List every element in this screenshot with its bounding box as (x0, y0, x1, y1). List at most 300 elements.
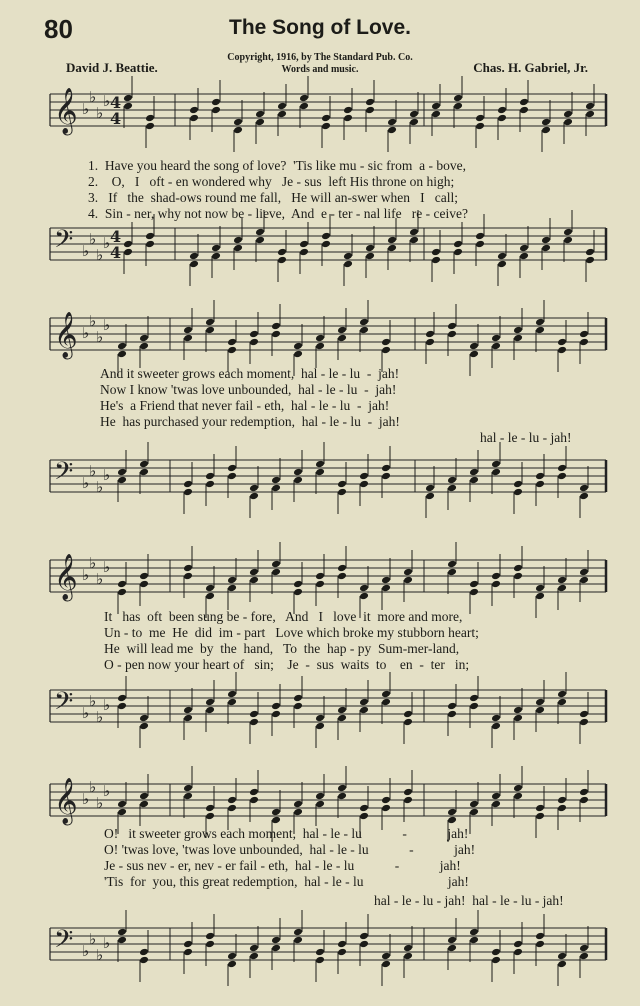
note-head (365, 98, 375, 107)
bass-clef-icon: 𝄢 (54, 457, 74, 492)
note-head (513, 488, 523, 497)
note-head (409, 110, 419, 119)
note-head (315, 714, 325, 723)
note-head (139, 468, 149, 477)
note-head (211, 98, 221, 107)
note-head (491, 580, 501, 589)
note-head (271, 330, 281, 339)
note-head (205, 706, 215, 715)
chorus-lyrics (104, 826, 475, 890)
note-head (409, 228, 419, 237)
note-head (211, 252, 221, 261)
note-head (491, 800, 501, 809)
note-head (205, 804, 215, 813)
note-head (271, 568, 281, 577)
note-head (387, 244, 397, 253)
treble-staff (0, 554, 640, 604)
flat-sign-icon: ♭ (96, 328, 104, 346)
hymn-title: The Song of Love. (229, 16, 411, 39)
note-head (227, 952, 237, 961)
flat-sign-icon: ♭ (82, 942, 90, 960)
note-head (563, 236, 573, 245)
note-head (315, 948, 325, 957)
note-head (557, 464, 567, 473)
note-head (381, 698, 391, 707)
note-head (183, 792, 193, 801)
note-head (365, 106, 375, 115)
lyric-line: 1. Have you heard the song of love? 'Tis like mu - sic from a - bove, (88, 158, 466, 173)
note-head (469, 342, 479, 351)
bass-lyric-line: hal - le - lu - jah! hal - le - lu - jah! (374, 893, 564, 908)
note-head (403, 796, 413, 805)
note-head (183, 948, 193, 957)
flat-sign-icon: ♭ (103, 466, 111, 484)
note-head (117, 800, 127, 809)
note-head (117, 808, 127, 817)
bass-clef-icon: 𝄢 (54, 925, 74, 960)
note-head (469, 588, 479, 597)
note-head (117, 476, 127, 485)
note-head (475, 232, 485, 241)
note-head (359, 584, 369, 593)
flat-sign-icon: ♭ (82, 100, 90, 118)
note-head (145, 114, 155, 123)
note-head (469, 936, 479, 945)
note-head (469, 350, 479, 359)
note-head (403, 576, 413, 585)
note-head (563, 110, 573, 119)
note-head (387, 236, 397, 245)
note-head (409, 236, 419, 245)
note-head (513, 706, 523, 715)
flat-sign-icon: ♭ (103, 92, 111, 110)
note-head (513, 334, 523, 343)
note-head (315, 800, 325, 809)
flat-sign-icon: ♭ (89, 692, 97, 710)
lyric-line: He will lead me by the hand, To the hap - py Sum-mer-land, (104, 641, 460, 656)
note-head (359, 318, 369, 327)
note-head (585, 256, 595, 265)
bass-clef-icon: 𝄢 (54, 687, 74, 722)
note-head (227, 804, 237, 813)
note-head (557, 952, 567, 961)
note-head (469, 694, 479, 703)
note-head (337, 564, 347, 573)
time-signature: 4 (110, 93, 122, 112)
note-head (381, 464, 391, 473)
flat-sign-icon: ♭ (89, 88, 97, 106)
note-head (431, 102, 441, 111)
note-head (585, 110, 595, 119)
note-head (563, 228, 573, 237)
lyric-line: He's a Friend that never fail - eth, hal - le - lu - jah! (100, 398, 390, 413)
note-head (189, 260, 199, 269)
note-head (579, 576, 589, 585)
note-head (189, 106, 199, 115)
note-head (381, 804, 391, 813)
note-head (475, 240, 485, 249)
note-head (205, 592, 215, 601)
note-head (227, 960, 237, 969)
flat-sign-icon: ♭ (96, 246, 104, 264)
lyric-line: O! 'twas love, 'twas love unbounded, hal - le - lu - jah! (104, 842, 476, 857)
note-head (293, 928, 303, 937)
note-head (579, 710, 589, 719)
note-head (117, 702, 127, 711)
note-head (579, 796, 589, 805)
flat-sign-icon: ♭ (96, 708, 104, 726)
note-head (321, 240, 331, 249)
note-head (277, 110, 287, 119)
note-head (271, 808, 281, 817)
note-head (535, 592, 545, 601)
note-head (337, 326, 347, 335)
note-head (541, 236, 551, 245)
note-head (541, 244, 551, 253)
note-head (123, 240, 133, 249)
note-head (255, 118, 265, 127)
note-head (491, 722, 501, 731)
note-head (299, 248, 309, 257)
note-head (249, 338, 259, 347)
note-head (359, 940, 369, 949)
note-head (359, 804, 369, 813)
note-head (227, 472, 237, 481)
note-head (139, 792, 149, 801)
verse-lyrics (104, 609, 479, 673)
note-head (585, 102, 595, 111)
note-head (475, 122, 485, 131)
note-head (557, 690, 567, 699)
note-head (425, 484, 435, 493)
note-head (249, 576, 259, 585)
bass-staff (0, 454, 640, 504)
note-head (491, 460, 501, 469)
note-head (139, 714, 149, 723)
lyric-line: 'Tis for you, this great redemption, hal - le - lu jah! (104, 874, 469, 889)
note-head (557, 796, 567, 805)
note-head (497, 106, 507, 115)
flat-sign-icon: ♭ (82, 324, 90, 342)
note-head (139, 580, 149, 589)
note-head (249, 796, 259, 805)
note-head (343, 106, 353, 115)
lyric-line: It has oft been sung be - fore, And I love it more and more, (104, 609, 463, 624)
treble-clef-icon: 𝄞 (54, 88, 78, 134)
note-head (469, 808, 479, 817)
note-head (271, 702, 281, 711)
note-head (255, 236, 265, 245)
note-head (249, 484, 259, 493)
treble-clef-icon: 𝄞 (54, 312, 78, 358)
note-head (139, 334, 149, 343)
note-head (359, 472, 369, 481)
note-head (359, 812, 369, 821)
note-head (431, 256, 441, 265)
note-head (535, 472, 545, 481)
note-head (579, 718, 589, 727)
note-head (497, 114, 507, 123)
note-head (145, 240, 155, 249)
note-head (321, 122, 331, 131)
note-head (403, 788, 413, 797)
note-head (381, 472, 391, 481)
bass-lyric-line: hal - le - lu - jah! (480, 430, 572, 445)
note-head (117, 588, 127, 597)
note-head (579, 952, 589, 961)
note-head (255, 228, 265, 237)
note-head (337, 948, 347, 957)
note-head (359, 480, 369, 489)
note-head (293, 342, 303, 351)
note-head (117, 468, 127, 477)
treble-staff (0, 778, 640, 828)
note-head (491, 714, 501, 723)
note-head (315, 792, 325, 801)
note-head (579, 568, 589, 577)
note-head (557, 584, 567, 593)
note-head (145, 232, 155, 241)
flat-sign-icon: ♭ (96, 794, 104, 812)
note-head (387, 126, 397, 135)
note-head (585, 248, 595, 257)
note-head (579, 492, 589, 501)
lyric-line: O! it sweeter grows each moment, hal - le - lu - jah! (104, 826, 469, 841)
note-head (513, 784, 523, 793)
note-head (183, 784, 193, 793)
note-head (227, 690, 237, 699)
note-head (277, 248, 287, 257)
note-head (227, 576, 237, 585)
note-head (315, 342, 325, 351)
note-head (205, 698, 215, 707)
note-head (183, 940, 193, 949)
note-head (117, 936, 127, 945)
flat-sign-icon: ♭ (96, 946, 104, 964)
note-head (513, 572, 523, 581)
note-head (293, 350, 303, 359)
bass-staff (0, 222, 640, 272)
note-head (491, 468, 501, 477)
lyric-line: O - pen now your heart of sin; Je - sus waits to en - ter in; (104, 657, 470, 672)
note-head (315, 468, 325, 477)
lyric-line: He has purchased your redemption, hal - le - lu - jah! (100, 414, 400, 429)
note-head (249, 330, 259, 339)
note-head (469, 800, 479, 809)
flat-sign-icon: ♭ (103, 234, 111, 252)
flat-sign-icon: ♭ (103, 782, 111, 800)
note-head (579, 484, 589, 493)
note-head (123, 248, 133, 257)
note-head (453, 240, 463, 249)
note-head (277, 102, 287, 111)
author-credit: David J. Beattie. (66, 60, 158, 75)
note-head (271, 936, 281, 945)
note-head (145, 122, 155, 131)
note-head (293, 936, 303, 945)
note-head (227, 346, 237, 355)
treble-clef-icon: 𝄞 (54, 554, 78, 600)
note-head (233, 244, 243, 253)
note-head (453, 248, 463, 257)
note-head (453, 102, 463, 111)
bass-staff (0, 684, 640, 734)
flat-sign-icon: ♭ (89, 778, 97, 796)
flat-sign-icon: ♭ (89, 230, 97, 248)
note-head (315, 956, 325, 965)
note-head (447, 702, 457, 711)
note-head (557, 804, 567, 813)
note-head (519, 252, 529, 261)
note-head (497, 252, 507, 261)
note-head (365, 244, 375, 253)
note-head (233, 126, 243, 135)
note-head (183, 488, 193, 497)
note-head (491, 956, 501, 965)
note-head (513, 940, 523, 949)
note-head (343, 260, 353, 269)
note-head (359, 326, 369, 335)
composer-credit: Chas. H. Gabriel, Jr. (473, 60, 588, 75)
note-head (469, 928, 479, 937)
flat-sign-icon: ♭ (103, 696, 111, 714)
note-head (293, 476, 303, 485)
note-head (117, 694, 127, 703)
note-head (365, 252, 375, 261)
treble-staff (0, 312, 640, 362)
note-head (381, 796, 391, 805)
note-head (117, 350, 127, 359)
note-head (579, 944, 589, 953)
note-head (557, 338, 567, 347)
note-head (387, 118, 397, 127)
note-head (315, 580, 325, 589)
note-head (381, 690, 391, 699)
note-head (403, 568, 413, 577)
chorus-lyrics (100, 366, 400, 430)
note-head (535, 804, 545, 813)
note-head (249, 718, 259, 727)
note-head (123, 102, 133, 111)
note-head (293, 702, 303, 711)
note-head (315, 460, 325, 469)
note-head (579, 330, 589, 339)
note-head (343, 114, 353, 123)
lyric-line: 4. Sin - ner, why not now be - lieve, And e - ter - nal life re - ceive? (88, 206, 468, 221)
note-head (403, 952, 413, 961)
note-head (293, 800, 303, 809)
verse-lyrics (88, 158, 468, 222)
note-head (431, 248, 441, 257)
note-head (233, 118, 243, 127)
note-head (535, 480, 545, 489)
note-head (293, 580, 303, 589)
time-signature: 4 (110, 243, 122, 262)
note-head (227, 464, 237, 473)
note-head (535, 932, 545, 941)
note-head (535, 706, 545, 715)
note-head (337, 334, 347, 343)
flat-sign-icon: ♭ (82, 242, 90, 260)
note-head (293, 588, 303, 597)
note-head (513, 948, 523, 957)
flat-sign-icon: ♭ (96, 478, 104, 496)
note-head (557, 472, 567, 481)
note-head (139, 956, 149, 965)
note-head (315, 572, 325, 581)
note-head (299, 94, 309, 103)
note-head (519, 244, 529, 253)
note-head (535, 326, 545, 335)
flat-sign-icon: ♭ (103, 558, 111, 576)
note-head (579, 338, 589, 347)
flat-sign-icon: ♭ (96, 104, 104, 122)
note-head (491, 948, 501, 957)
note-head (535, 698, 545, 707)
note-head (447, 816, 457, 825)
note-head (271, 816, 281, 825)
note-head (447, 710, 457, 719)
note-head (519, 106, 529, 115)
lyric-line: Je - sus nev - er, nev - er fail - eth, hal - le - lu - jah! (104, 858, 461, 873)
note-head (271, 484, 281, 493)
note-head (513, 564, 523, 573)
note-head (183, 480, 193, 489)
note-head (381, 338, 391, 347)
note-head (403, 710, 413, 719)
note-head (139, 572, 149, 581)
note-head (513, 714, 523, 723)
note-head (447, 322, 457, 331)
note-head (381, 960, 391, 969)
note-head (205, 480, 215, 489)
note-head (189, 252, 199, 261)
note-head (381, 576, 391, 585)
note-head (447, 484, 457, 493)
note-head (557, 960, 567, 969)
flat-sign-icon: ♭ (82, 790, 90, 808)
note-head (337, 714, 347, 723)
note-head (469, 580, 479, 589)
note-head (205, 932, 215, 941)
treble-clef-icon: 𝄞 (54, 778, 78, 824)
note-head (409, 118, 419, 127)
note-head (183, 564, 193, 573)
note-head (227, 584, 237, 593)
note-head (293, 808, 303, 817)
flat-sign-icon: ♭ (89, 312, 97, 330)
note-head (337, 706, 347, 715)
note-head (535, 584, 545, 593)
note-head (557, 346, 567, 355)
note-head (447, 476, 457, 485)
note-head (491, 334, 501, 343)
note-head (425, 492, 435, 501)
note-head (337, 784, 347, 793)
note-head (469, 476, 479, 485)
note-head (205, 472, 215, 481)
note-head (139, 460, 149, 469)
note-head (447, 560, 457, 569)
note-head (321, 232, 331, 241)
note-head (469, 702, 479, 711)
note-head (447, 330, 457, 339)
flat-sign-icon: ♭ (89, 930, 97, 948)
note-head (205, 940, 215, 949)
note-head (491, 572, 501, 581)
lyric-line: 2. O, I oft - en wondered why Je - sus left His throne on high; (88, 174, 455, 189)
note-head (535, 812, 545, 821)
